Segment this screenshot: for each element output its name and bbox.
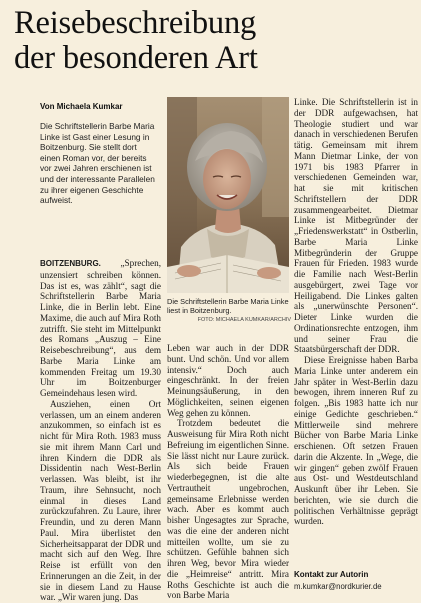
paragraph: Linke. Die Schriftstellerin ist in der DDR aufgewachsen, hat Theologie studiert und war danach in verschiedenen Berufen tätig. Gemeinsam mit ihrem Mann Dietmar Linke, der von 1971 bis 1983 Pfarrer in verschiedenen Gemeinden war, hat sie mit kritischen Schriftstellern der DDR zusammengearbeitet. Dietmar Linke ist Mitbegründer der „Friedenswerkstatt“ in Ostberlin, Barbe Maria Linke Mitbegründerin der Gruppe Frauen für Frieden. 1983 wurde die Familie nach West-Berlin ausgebürgert, zwei Tage vor Heiligabend. Die Linkes galten als „unerwünschte Personen“. Dieter Linke wurden die Ordinationsrechte entzogen, ihm und seiner Frau die Staatsbürgerschaft der DDR. bbox=[294, 97, 418, 355]
paragraph-text: „Sprechen, unzensiert schreiben können. Das ist es, was zählt“, sagt die Schriftstellerin Barbe Maria Linke, die in Berlin lebt. Eine Maxime, die auch auf Mira Roth zutrifft. Sie steht im Mittelpunkt des Romans „Auszug – Eine Reisebeschreibung“, aus dem Barbe Maria Linke am kommenden Freitag um 19.30 Uhr im Boitzenburger Gemeindehaus lesen wird. bbox=[40, 258, 161, 398]
article-column-1 bbox=[40, 258, 161, 603]
paragraph: Leben war auch in der DDR bunt. Und schön. Und vor allem intensiv.“ Doch auch eingeschränkt. In der freien Meinungsäußerung, in den Möglichkeiten, seinen eigenen Weg gehen zu können. bbox=[167, 343, 289, 418]
article-column-3 bbox=[294, 97, 418, 527]
contact-email: m.kumkar@nordkurier.de bbox=[294, 582, 382, 591]
photo-caption: Die Schriftstellerin Barbe Maria Linke liest in Boitzenburg. bbox=[167, 297, 289, 316]
paragraph: Diese Ereignisse haben Barba Maria Linke unter anderem ein Jahr später in West-Berlin dazu bewogen, ihrem inneren Ruf zu folgen. „Bis 1983 hatte ich nur einige Gedichte geschrieben.“ Mittlerweile sind mehrere Bücher von Barbe Maria Linke erschienen. Oft setzen Frauen darin die Akzente. In „Wege, die wir gingen“ geben zwölf Frauen aus Ost- und Westdeutschland Auskunft über ihr Leben. Sie berichten, wie sie durch die politischen Verhältnisse geprägt wurden. bbox=[294, 355, 418, 527]
paragraph: Trotzdem bedeutet die Ausweisung für Mira Roth nicht Befreiung im eigentlichen Sinne. Sie lässt nicht nur Laure zurück. Als sich beide Frauen wiederbegegnen, ist die alte Vertrautheit ungebrochen, gemeinsame Erlebnisse werden wach. Aber es kommt auch bisher Ungesagtes zur Sprache, was die eine der anderen nicht mitteilen wollte, um sie zu schützen. Gefühle bahnen sich ihren Weg, bevor Mira wieder die „Heimreise“ antritt. Mira Roths Geschichte ist auch die von Barbe Maria bbox=[167, 418, 289, 601]
headline-line-2: der besonderen Art bbox=[14, 40, 258, 76]
contact-heading: Kontakt zur Autorin bbox=[294, 570, 369, 579]
author-photo-image bbox=[167, 97, 289, 293]
dateline: BOITZENBURG. bbox=[40, 259, 101, 268]
paragraph: Ausziehen, einen Ort verlassen, um an einem anderen anzukommen, so einfach ist es nicht für Mira Roth. 1983 muss sie mit ihrem Mann Carl und ihren Kindern die DDR als Dissidentin nach West-Berlin verlassen. Was bleibt, ist ihr Traum, ihre Sehnsucht, noch einmal in dieses Land zurückzufahren. Zu Laure, ihrer Freundin, und zu deren Mann Paul. Mira überlistet den Sicherheitsapparat der DDR und macht sich auf den Weg. Ihre Reise ist erfüllt von den Erinnerungen an die Zeit, in der sie in diesem Land zu Hause war. „Wir waren jung. Das bbox=[40, 398, 161, 603]
paragraph bbox=[40, 258, 161, 399]
author-photo bbox=[167, 97, 289, 293]
headline-line-1: Reisebeschreibung bbox=[14, 5, 257, 41]
byline: Von Michaela Kumkar bbox=[40, 102, 123, 111]
article-headline bbox=[14, 6, 414, 76]
article-teaser: Die Schriftstellerin Barbe Maria Linke ist Gast einer Lesung in Boitzenburg. Sie stellt dort einen Roman vor, der bereits vor zwei Jahren erschienen ist und der interessante Parallelen zu ihrer eigenen Geschichte aufweist. bbox=[40, 121, 155, 206]
article-column-2 bbox=[167, 343, 289, 601]
photo-credit: FOTO: MICHAELA KUMKAR/ARCHIV bbox=[197, 317, 291, 323]
